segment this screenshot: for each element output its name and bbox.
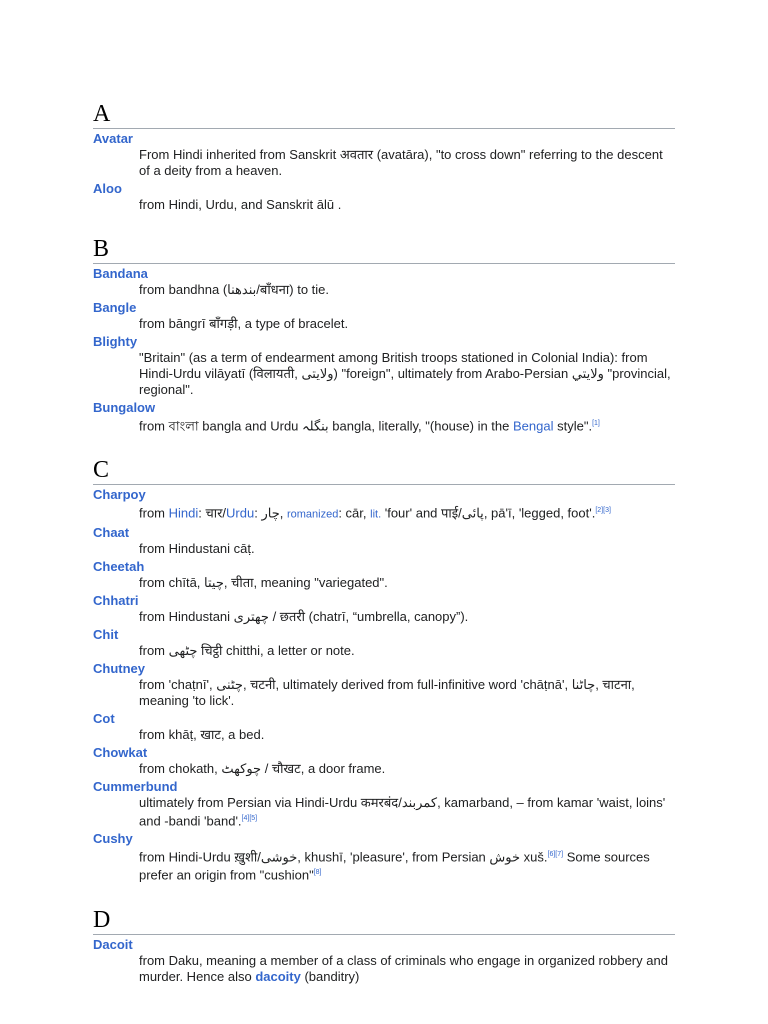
term-chaat[interactable]: Chaat [93, 524, 130, 540]
definition: from Hindustani چھتری / छतरी (chatrī, “umbrella, canopy”). [139, 608, 469, 624]
term-cot[interactable]: Cot [93, 710, 115, 726]
definition-text: : cār, [338, 505, 371, 521]
section-letter: C [93, 456, 675, 485]
section-b [93, 235, 675, 434]
definition-text: (banditry) [300, 968, 360, 984]
term-cushy[interactable]: Cushy [93, 830, 133, 846]
definition: from bāngrī बाँगड़ी, a type of bracelet. [139, 316, 349, 331]
term-charpoy[interactable]: Charpoy [93, 487, 146, 503]
definition-text: from বাংলা bangla and Urdu بنگلہ bangla, literally, "(house) in the [139, 418, 513, 434]
link-lit[interactable]: lit. [370, 508, 382, 521]
definition: from chītā, چیتا, चीता, meaning "variegated". [139, 574, 388, 590]
definition: from Hindustani cāṭ. [139, 540, 255, 556]
link-urdu[interactable]: Urdu [226, 505, 255, 521]
term-avatar[interactable]: Avatar [93, 131, 133, 146]
definition: from Hindi, Urdu, and Sanskrit ālū . [139, 197, 342, 212]
term-bungalow[interactable]: Bungalow [93, 400, 156, 415]
term-chit[interactable]: Chit [93, 626, 119, 642]
definition [139, 953, 675, 985]
definition-text: style". [553, 418, 593, 434]
definition-text: : चार/ [198, 505, 227, 521]
definition-text: 'four' and पाई/پائی, pā'ī, 'legged, foot'. [381, 505, 596, 521]
term-chutney[interactable]: Chutney [93, 660, 145, 676]
term-chhatri[interactable]: Chhatri [93, 592, 139, 608]
link-romanized[interactable]: romanized [286, 508, 339, 521]
term-aloo[interactable]: Aloo [93, 181, 122, 196]
term-dacoit[interactable]: Dacoit [93, 936, 133, 952]
definition: from khāṭ, खाट, a bed. [139, 726, 265, 742]
term-blighty[interactable]: Blighty [93, 334, 138, 349]
section-a [93, 100, 675, 213]
glossary-page [93, 100, 675, 1007]
definition: From Hindi inherited from Sanskrit अवतार (avatāra), "to cross down" referring to the descent of a deity from a heaven. [139, 147, 663, 178]
definition: from چٹھی चिट्ठी chitthi, a letter or note. [139, 642, 355, 658]
reference-link[interactable]: [1] [592, 420, 600, 427]
definition-text: from Daku, meaning a member of a class of criminals who engage in organized robbery and murder. Hence also [139, 952, 668, 984]
definition [139, 847, 675, 884]
link-hindi[interactable]: Hindi [168, 505, 199, 521]
term-cummerbund[interactable]: Cummerbund [93, 778, 178, 794]
section-letter: A [93, 100, 675, 129]
term-bangle[interactable]: Bangle [93, 300, 137, 315]
section-letter: D [93, 906, 675, 935]
section-c [93, 456, 675, 883]
definition: from chokath, چوکھٹ / चौखट, a door frame. [139, 760, 386, 776]
definition [139, 416, 675, 434]
definition-text: from [139, 505, 169, 521]
reference-link[interactable]: [2][3] [595, 507, 611, 515]
definition-text: : چار, [254, 505, 287, 521]
section-letter: B [93, 235, 675, 264]
definition: from 'chaṭnī', چٹنی, चटनी, ultimately derived from full-infinitive word 'chāṭnā', چاٹنا, चाटना, meaning 'to lick'. [139, 676, 635, 708]
reference-link[interactable]: [8] [313, 869, 322, 877]
definition: from bandhna (بندھنا/बाँधना) to tie. [139, 282, 329, 297]
definition-text: ultimately from Persian via Hindi-Urdu कमरबंद/کمربند, kamarband, – from kamar 'waist, loins' and -bandi 'band'. [139, 794, 666, 828]
definition [139, 795, 675, 829]
section-d [93, 906, 675, 985]
term-cheetah[interactable]: Cheetah [93, 558, 145, 574]
link-dacoity[interactable]: dacoity [255, 968, 301, 984]
term-bandana[interactable]: Bandana [93, 266, 148, 281]
definition-text: from Hindi-Urdu ख़ुशी/خوشی, khushī, 'pleasure', from Persian خوش xuš. [139, 849, 548, 865]
reference-link[interactable]: [4][5] [241, 814, 258, 822]
definition-text: Some sources prefer an origin from "cushion" [139, 849, 650, 883]
definition [139, 503, 675, 522]
link-bengal[interactable]: Bengal [513, 418, 554, 434]
term-chowkat[interactable]: Chowkat [93, 744, 148, 760]
reference-link[interactable]: [6][7] [547, 850, 564, 858]
definition: "Britain" (as a term of endearment among British troops stationed in Colonial India): from Hindi-Urdu vilāyatī (विलायती, ولایتی) "foreign", ultimately from Arabo-Persian ولايتي "provincial, regional". [139, 350, 671, 397]
